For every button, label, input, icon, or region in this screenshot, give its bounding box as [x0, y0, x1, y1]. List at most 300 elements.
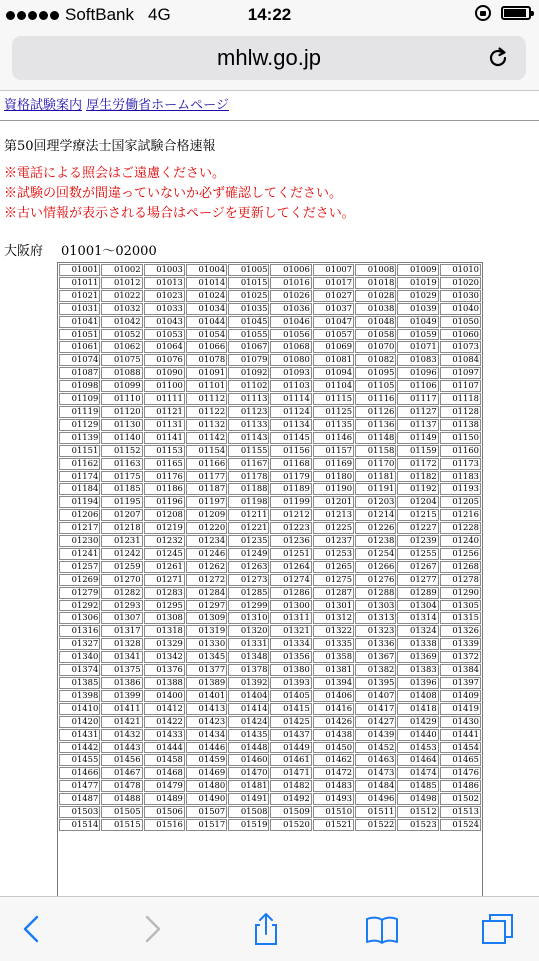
table-cell: 01088	[101, 367, 142, 379]
table-cell: 01314	[397, 612, 438, 624]
table-cell: 01145	[270, 432, 311, 444]
table-cell: 01138	[440, 419, 481, 431]
table-cell: 01197	[186, 496, 227, 508]
table-cell: 01060	[440, 329, 481, 341]
prefecture-heading	[4, 240, 537, 259]
table-cell: 01122	[186, 406, 227, 418]
table-cell: 01172	[397, 458, 438, 470]
table-row	[59, 729, 481, 741]
table-cell: 01124	[270, 406, 311, 418]
table-cell: 01136	[355, 419, 396, 431]
table-cell: 01382	[355, 664, 396, 676]
table-cell: 01232	[144, 535, 185, 547]
table-row	[59, 496, 481, 508]
table-cell: 01033	[144, 303, 185, 315]
share-button[interactable]	[248, 911, 284, 947]
table-cell: 01503	[59, 806, 100, 818]
table-cell: 01021	[59, 290, 100, 302]
table-cell: 01481	[228, 780, 269, 792]
table-cell: 01100	[144, 380, 185, 392]
table-cell: 01008	[355, 264, 396, 276]
table-cell: 01240	[440, 535, 481, 547]
chevron-right-icon	[134, 911, 170, 947]
table-cell: 01417	[355, 703, 396, 715]
table-row	[59, 445, 481, 457]
warning-item: ※電話による照会はご遠慮ください。	[4, 166, 226, 181]
table-cell: 01078	[186, 354, 227, 366]
table-cell: 01455	[59, 754, 100, 766]
table-cell: 01468	[144, 767, 185, 779]
table-cell: 01218	[101, 522, 142, 534]
table-cell: 01400	[144, 690, 185, 702]
table-cell: 01034	[186, 303, 227, 315]
table-cell: 01061	[59, 341, 100, 353]
table-row	[59, 432, 481, 444]
table-cell: 01519	[228, 819, 269, 831]
table-cell: 01190	[313, 483, 354, 495]
table-row	[59, 806, 481, 818]
table-cell: 01516	[144, 819, 185, 831]
table-cell: 01168	[270, 458, 311, 470]
table-row	[59, 754, 481, 766]
table-cell: 01225	[313, 522, 354, 534]
table-cell: 01261	[144, 561, 185, 573]
tabs-button[interactable]	[480, 911, 516, 947]
table-cell: 01227	[397, 522, 438, 534]
status-right	[475, 5, 531, 21]
table-cell: 01201	[313, 496, 354, 508]
table-cell: 01141	[144, 432, 185, 444]
table-cell: 01119	[59, 406, 100, 418]
mhlw-home-link[interactable]: 厚生労働省ホームページ	[86, 98, 229, 113]
bookmarks-button[interactable]	[364, 911, 400, 947]
table-cell: 01308	[144, 612, 185, 624]
table-cell: 01266	[355, 561, 396, 573]
table-cell: 01195	[101, 496, 142, 508]
table-cell: 01028	[355, 290, 396, 302]
table-cell: 01461	[270, 754, 311, 766]
table-cell: 01098	[59, 380, 100, 392]
table-cell: 01498	[397, 793, 438, 805]
table-cell: 01025	[228, 290, 269, 302]
table-cell: 01236	[270, 535, 311, 547]
table-row	[59, 419, 481, 431]
table-cell: 01083	[397, 354, 438, 366]
table-cell: 01376	[144, 664, 185, 676]
table-cell: 01394	[313, 677, 354, 689]
table-cell: 01471	[270, 767, 311, 779]
table-row	[59, 612, 481, 624]
table-cell: 01300	[270, 600, 311, 612]
table-cell: 01304	[397, 600, 438, 612]
table-cell: 01254	[355, 548, 396, 560]
table-cell: 01450	[313, 742, 354, 754]
table-cell: 01405	[270, 690, 311, 702]
table-cell: 01203	[355, 496, 396, 508]
table-row	[59, 690, 481, 702]
table-cell: 01492	[270, 793, 311, 805]
table-cell: 01301	[313, 600, 354, 612]
table-cell: 01010	[440, 264, 481, 276]
table-cell: 01134	[270, 419, 311, 431]
table-cell: 01040	[440, 303, 481, 315]
table-cell: 01180	[313, 471, 354, 483]
table-cell: 01106	[397, 380, 438, 392]
table-cell: 01046	[270, 316, 311, 328]
table-cell: 01157	[313, 445, 354, 457]
address-bar[interactable]	[12, 36, 526, 80]
table-cell: 01270	[101, 574, 142, 586]
table-cell: 01406	[313, 690, 354, 702]
table-cell: 01443	[101, 742, 142, 754]
table-cell: 01508	[228, 806, 269, 818]
table-cell: 01121	[144, 406, 185, 418]
table-cell: 01223	[270, 522, 311, 534]
table-cell: 01095	[355, 367, 396, 379]
table-cell: 01235	[228, 535, 269, 547]
table-cell: 01392	[228, 677, 269, 689]
table-cell: 01196	[144, 496, 185, 508]
table-cell: 01282	[101, 587, 142, 599]
table-cell: 01183	[440, 471, 481, 483]
table-cell: 01441	[440, 729, 481, 741]
table-cell: 01512	[397, 806, 438, 818]
table-cell: 01019	[397, 277, 438, 289]
table-cell: 01484	[355, 780, 396, 792]
table-cell: 01097	[440, 367, 481, 379]
table-cell: 01126	[355, 406, 396, 418]
table-cell: 01358	[313, 651, 354, 663]
table-cell: 01059	[397, 329, 438, 341]
table-row	[59, 354, 481, 366]
table-cell: 01517	[186, 819, 227, 831]
table-cell: 01259	[101, 561, 142, 573]
network-type: 4G	[148, 5, 171, 24]
table-cell: 01486	[440, 780, 481, 792]
table-cell: 01188	[228, 483, 269, 495]
table-cell: 01467	[101, 767, 142, 779]
table-cell: 01213	[313, 509, 354, 521]
battery-icon	[501, 6, 531, 20]
table-row	[59, 574, 481, 586]
table-cell: 01425	[270, 716, 311, 728]
table-cell: 01401	[186, 690, 227, 702]
table-cell: 01479	[144, 780, 185, 792]
table-cell: 01263	[228, 561, 269, 573]
table-cell: 01478	[101, 780, 142, 792]
table-cell: 01510	[313, 806, 354, 818]
table-cell: 01375	[101, 664, 142, 676]
table-row	[59, 780, 481, 792]
table-cell: 01182	[397, 471, 438, 483]
table-cell: 01092	[228, 367, 269, 379]
table-cell: 01341	[101, 651, 142, 663]
table-cell: 01464	[397, 754, 438, 766]
table-cell: 01094	[313, 367, 354, 379]
table-cell: 01006	[270, 264, 311, 276]
table-row	[59, 367, 481, 379]
table-cell: 01465	[440, 754, 481, 766]
table-cell: 01454	[440, 742, 481, 754]
table-cell: 01109	[59, 393, 100, 405]
table-cell: 01084	[440, 354, 481, 366]
table-cell: 01452	[355, 742, 396, 754]
table-cell: 01393	[270, 677, 311, 689]
table-cell: 01143	[228, 432, 269, 444]
table-cell: 01472	[313, 767, 354, 779]
table-row	[59, 535, 481, 547]
table-cell: 01011	[59, 277, 100, 289]
table-cell: 01522	[355, 819, 396, 831]
table-cell: 01230	[59, 535, 100, 547]
table-cell: 01279	[59, 587, 100, 599]
table-cell: 01016	[270, 277, 311, 289]
table-cell: 01062	[101, 341, 142, 353]
table-cell: 01426	[313, 716, 354, 728]
table-cell: 01327	[59, 638, 100, 650]
table-row	[59, 458, 481, 470]
table-row	[59, 380, 481, 392]
table-cell: 01384	[440, 664, 481, 676]
table-cell: 01113	[228, 393, 269, 405]
table-cell: 01423	[186, 716, 227, 728]
table-cell: 01007	[313, 264, 354, 276]
table-cell: 01209	[186, 509, 227, 521]
table-cell: 01289	[397, 587, 438, 599]
table-row	[59, 341, 481, 353]
table-cell: 01321	[270, 625, 311, 637]
table-cell: 01194	[59, 496, 100, 508]
table-cell: 01041	[59, 316, 100, 328]
table-cell: 01056	[270, 329, 311, 341]
table-cell: 01169	[313, 458, 354, 470]
table-cell: 01317	[101, 625, 142, 637]
table-cell: 01399	[101, 690, 142, 702]
table-cell: 01207	[101, 509, 142, 521]
table-row	[59, 587, 481, 599]
reload-icon[interactable]	[484, 44, 512, 72]
table-cell: 01050	[440, 316, 481, 328]
table-cell: 01242	[101, 548, 142, 560]
table-cell: 01424	[228, 716, 269, 728]
table-cell: 01048	[355, 316, 396, 328]
table-cell: 01132	[186, 419, 227, 431]
table-cell: 01287	[313, 587, 354, 599]
table-cell: 01111	[144, 393, 185, 405]
table-cell: 01520	[270, 819, 311, 831]
table-cell: 01345	[186, 651, 227, 663]
table-cell: 01395	[355, 677, 396, 689]
table-cell: 01075	[101, 354, 142, 366]
table-cell: 01408	[397, 690, 438, 702]
table-cell: 01292	[59, 600, 100, 612]
table-row	[59, 406, 481, 418]
table-cell: 01509	[270, 806, 311, 818]
table-cell: 01005	[228, 264, 269, 276]
table-cell: 01415	[270, 703, 311, 715]
table-cell: 01228	[440, 522, 481, 534]
table-cell: 01017	[313, 277, 354, 289]
table-cell: 01463	[355, 754, 396, 766]
table-cell: 01418	[397, 703, 438, 715]
table-cell: 01187	[186, 483, 227, 495]
table-cell: 01045	[228, 316, 269, 328]
table-cell: 01035	[228, 303, 269, 315]
back-button[interactable]	[14, 911, 50, 947]
table-cell: 01396	[397, 677, 438, 689]
table-cell: 01128	[440, 406, 481, 418]
table-cell: 01245	[144, 548, 185, 560]
table-cell: 01493	[313, 793, 354, 805]
table-cell: 01066	[186, 341, 227, 353]
table-cell: 01311	[270, 612, 311, 624]
table-cell: 01306	[59, 612, 100, 624]
prefecture-name: 大阪府	[4, 244, 44, 259]
table-cell: 01193	[440, 483, 481, 495]
table-cell: 01437	[270, 729, 311, 741]
table-cell: 01409	[440, 690, 481, 702]
table-cell: 01262	[186, 561, 227, 573]
table-cell: 01336	[355, 638, 396, 650]
table-cell: 01286	[270, 587, 311, 599]
table-cell: 01453	[397, 742, 438, 754]
table-cell: 01142	[186, 432, 227, 444]
book-icon	[364, 911, 400, 947]
table-cell: 01163	[101, 458, 142, 470]
pass-number-table-container	[57, 262, 483, 902]
table-cell: 01154	[186, 445, 227, 457]
table-cell: 01105	[355, 380, 396, 392]
table-cell: 01312	[313, 612, 354, 624]
forward-button[interactable]	[134, 911, 170, 947]
table-cell: 01118	[440, 393, 481, 405]
table-cell: 01491	[228, 793, 269, 805]
table-cell: 01099	[101, 380, 142, 392]
table-cell: 01339	[440, 638, 481, 650]
table-cell: 01064	[144, 341, 185, 353]
table-cell: 01058	[355, 329, 396, 341]
table-cell: 01329	[144, 638, 185, 650]
table-cell: 01170	[355, 458, 396, 470]
table-cell: 01515	[101, 819, 142, 831]
table-cell: 01074	[59, 354, 100, 366]
chevron-left-icon	[14, 911, 50, 947]
table-cell: 01073	[440, 341, 481, 353]
table-cell: 01217	[59, 522, 100, 534]
table-cell: 01342	[144, 651, 185, 663]
table-cell: 01413	[186, 703, 227, 715]
table-cell: 01039	[397, 303, 438, 315]
table-cell: 01330	[186, 638, 227, 650]
table-cell: 01285	[228, 587, 269, 599]
table-cell: 01506	[144, 806, 185, 818]
table-cell: 01456	[101, 754, 142, 766]
table-cell: 01264	[270, 561, 311, 573]
table-cell: 01152	[101, 445, 142, 457]
table-cell: 01139	[59, 432, 100, 444]
table-cell: 01438	[313, 729, 354, 741]
table-row	[59, 742, 481, 754]
table-cell: 01173	[440, 458, 481, 470]
table-cell: 01309	[186, 612, 227, 624]
table-cell: 01524	[440, 819, 481, 831]
table-cell: 01421	[101, 716, 142, 728]
table-row	[59, 316, 481, 328]
table-cell: 01429	[397, 716, 438, 728]
table-cell: 01024	[186, 290, 227, 302]
table-row	[59, 677, 481, 689]
table-cell: 01380	[270, 664, 311, 676]
table-cell: 01434	[186, 729, 227, 741]
table-row	[59, 548, 481, 560]
table-cell: 01239	[397, 535, 438, 547]
table-cell: 01103	[270, 380, 311, 392]
table-cell: 01502	[440, 793, 481, 805]
table-cell: 01284	[186, 587, 227, 599]
table-cell: 01102	[228, 380, 269, 392]
table-cell: 01398	[59, 690, 100, 702]
table-cell: 01477	[59, 780, 100, 792]
table-cell: 01178	[228, 471, 269, 483]
table-cell: 01320	[228, 625, 269, 637]
table-cell: 01002	[101, 264, 142, 276]
table-cell: 01276	[355, 574, 396, 586]
table-row	[59, 793, 481, 805]
table-row	[59, 483, 481, 495]
table-cell: 01177	[186, 471, 227, 483]
table-cell: 01476	[440, 767, 481, 779]
table-cell: 01101	[186, 380, 227, 392]
table-cell: 01410	[59, 703, 100, 715]
table-cell: 01485	[397, 780, 438, 792]
table-cell: 01246	[186, 548, 227, 560]
table-cell: 01319	[186, 625, 227, 637]
table-cell: 01071	[397, 341, 438, 353]
table-cell: 01488	[101, 793, 142, 805]
table-cell: 01014	[186, 277, 227, 289]
table-cell: 01249	[228, 548, 269, 560]
table-cell: 01096	[397, 367, 438, 379]
share-icon	[248, 911, 284, 947]
table-cell: 01335	[313, 638, 354, 650]
table-cell: 01238	[355, 535, 396, 547]
table-row	[59, 767, 481, 779]
table-cell: 01496	[355, 793, 396, 805]
table-cell: 01430	[440, 716, 481, 728]
table-cell: 01388	[144, 677, 185, 689]
table-row	[59, 703, 481, 715]
table-cell: 01310	[228, 612, 269, 624]
table-cell: 01268	[440, 561, 481, 573]
url-text: mhlw.go.jp	[217, 45, 321, 70]
table-cell: 01137	[397, 419, 438, 431]
table-cell: 01020	[440, 277, 481, 289]
table-cell: 01221	[228, 522, 269, 534]
table-cell: 01383	[397, 664, 438, 676]
table-cell: 01009	[397, 264, 438, 276]
table-cell: 01158	[355, 445, 396, 457]
table-cell: 01324	[397, 625, 438, 637]
divider	[0, 120, 539, 121]
table-cell: 01348	[228, 651, 269, 663]
table-row	[59, 277, 481, 289]
exam-guide-link[interactable]: 資格試験案内	[4, 98, 83, 113]
table-cell: 01385	[59, 677, 100, 689]
table-cell: 01076	[144, 354, 185, 366]
table-cell: 01153	[144, 445, 185, 457]
table-cell: 01081	[313, 354, 354, 366]
table-cell: 01175	[101, 471, 142, 483]
